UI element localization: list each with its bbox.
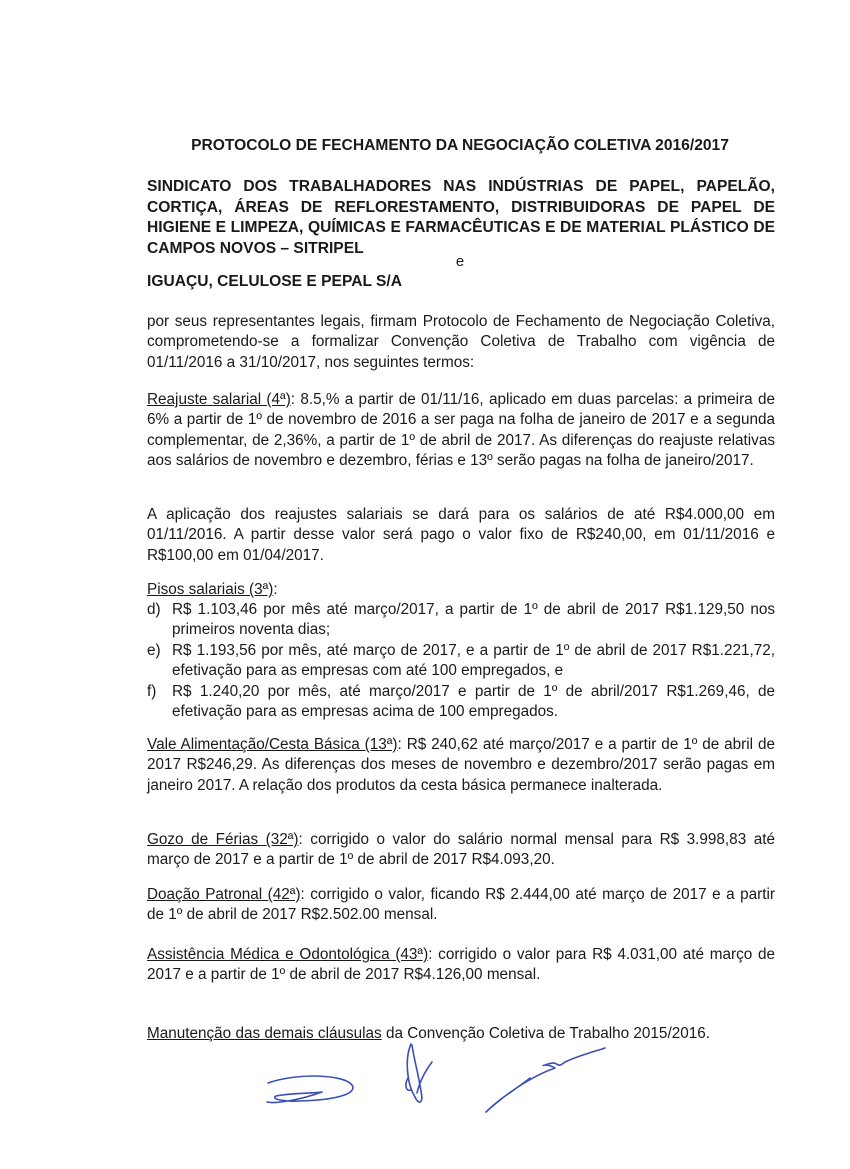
clause-text: da Convenção Coletiva de Trabalho 2015/2016. bbox=[381, 1025, 710, 1042]
clause-heading: Doação Patronal (42ª) bbox=[147, 886, 301, 903]
party-conjunction: e bbox=[455, 253, 465, 270]
clause-text: : corrigido o valor para R$ 4.031,00 até março de 2017 e a partir de 1º de abril de 2017 R$4.126,00 mensal. bbox=[147, 946, 775, 984]
party-company: IGUAÇU, CELULOSE E PEPAL S/A bbox=[147, 273, 403, 290]
clause-text: : corrigido o valor do salário normal mensal para R$ 3.998,83 até março de 2017 e a partir de 1º de abril de 2017 R$4.093,20. bbox=[147, 831, 775, 869]
clause-text: : corrigido o valor, ficando R$ 2.444,00 até março de 2017 e a partir de 1º de abril de 2017 R$2.502.00 mensal. bbox=[147, 886, 775, 924]
list-marker: f) bbox=[147, 682, 157, 700]
list-marker: e) bbox=[147, 641, 161, 659]
list-text: R$ 1.103,46 por mês até março/2017, a partir de 1º de abril de 2017 R$1.129,50 nos primeiros noventa dias; bbox=[172, 601, 775, 639]
clause-heading: Gozo de Férias (32ª) bbox=[147, 831, 299, 848]
list-text: R$ 1.240,20 por mês, até março/2017 e partir de 1º de abril/2017 R$1.269,46, de efetivação para as empresas acima de 100 empregados. bbox=[172, 682, 775, 721]
clause-text: : 8.5,% a partir de 01/11/16, aplicado em duas parcelas: a primeira de 6% a partir de 1º de novembro de 2016 a ser paga na folha de janeiro de 2017 e a segunda complementar, de 2,36%, a partir de 1º de abril de 2017. As diferenças do reajuste relativas aos salários de novembro e dezembro, férias e 13º serão pagas na folha de janeiro/2017. bbox=[147, 391, 775, 470]
list-marker: d) bbox=[147, 601, 161, 618]
clause-heading: Vale Alimentação/Cesta Básica (13ª) bbox=[147, 736, 398, 753]
signature-1 bbox=[267, 1076, 353, 1102]
clause-text: A aplicação dos reajustes salariais se dará para os salários de até R$4.000,00 em 01/11/2016. A partir desse valor será pago o valor fixo de R$240,00, em 01/11/2016 e R$100,00 em 01/04/2017. bbox=[147, 506, 775, 564]
intro-text: por seus representantes legais, firmam Protocolo de Fechamento de Negociação Coletiva, comprometendo-se a formalizar Convenção Coletiva de Trabalho com vigência de 01/11/2016 a 31/10/2017, nos seguintes termos: bbox=[147, 313, 775, 371]
clause-heading: Manutenção das demais cláusulas bbox=[147, 1025, 382, 1042]
clause-text: : R$ 240,62 até março/2017 e a partir de 1º de abril de 2017 R$246,29. As diferenças dos meses de novembro e dezembro/2017 serão pagas em janeiro 2017. A relação dos produtos da cesta básica permanece inalterada. bbox=[147, 736, 775, 794]
clause-heading: Pisos salariais (3ª) bbox=[147, 581, 274, 598]
clause-heading: Assistência Médica e Odontológica (43ª) bbox=[147, 946, 429, 963]
signature-2 bbox=[406, 1044, 432, 1102]
document-title: PROTOCOLO DE FECHAMENTO DA NEGOCIAÇÃO COLETIVA 2016/2017 bbox=[191, 137, 729, 154]
list-text: R$ 1.193,56 por mês, até março de 2017, e a partir de 1º de abril de 2017 R$1.221,72, efetivação para as empresas com até 100 empregados, e bbox=[172, 641, 775, 680]
clause-heading: Reajuste salarial (4ª) bbox=[147, 391, 291, 408]
party-union: SINDICATO DOS TRABALHADORES NAS INDÚSTRIAS DE PAPEL, PAPELÃO, CORTIÇA, ÁREAS DE REFLORESTAMENTO, DISTRIBUIDORAS DE PAPEL DE HIGIENE E LIMPEZA, QUÍMICAS E FARMACÊUTICAS E DE MATERIAL PLÁSTICO DE CAMPOS NOVOS – SITRIPEL bbox=[147, 178, 775, 257]
clause-heading-colon: : bbox=[273, 581, 278, 598]
signature-3 bbox=[486, 1048, 605, 1112]
